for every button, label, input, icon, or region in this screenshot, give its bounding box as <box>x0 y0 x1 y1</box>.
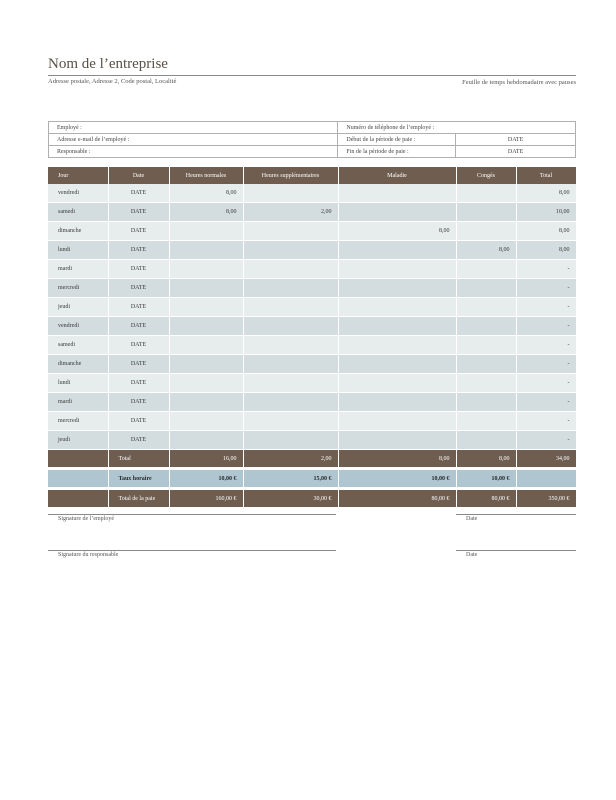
row-date[interactable]: DATE <box>108 412 169 431</box>
employee-field[interactable]: Employé : <box>49 122 338 134</box>
total-label: Total <box>108 450 169 468</box>
row-sick[interactable] <box>338 355 456 374</box>
row-overtime[interactable] <box>243 241 338 260</box>
row-total: 8,00 <box>516 241 576 260</box>
row-date[interactable]: DATE <box>108 279 169 298</box>
rate-label: Taux horaire <box>108 470 169 488</box>
row-overtime[interactable] <box>243 222 338 241</box>
row-day: dimanche <box>48 355 108 374</box>
manager-field[interactable]: Responsable : <box>49 146 338 158</box>
table-row <box>48 431 576 450</box>
row-date[interactable]: DATE <box>108 241 169 260</box>
row-normal-hours[interactable] <box>169 298 243 317</box>
total-row <box>48 450 576 468</box>
row-vacation[interactable] <box>456 317 516 336</box>
period-start-value[interactable]: DATE <box>456 134 576 146</box>
row-total: - <box>516 412 576 431</box>
table-row <box>48 279 576 298</box>
phone-field[interactable]: Numéro de téléphone de l’employé : <box>338 122 576 134</box>
row-normal-hours[interactable] <box>169 393 243 412</box>
row-normal-hours[interactable] <box>169 279 243 298</box>
row-total: 8,00 <box>516 222 576 241</box>
row-total: - <box>516 431 576 450</box>
col-header-sick: Maladie <box>338 167 456 184</box>
table-row <box>48 374 576 393</box>
row-normal-hours[interactable] <box>169 412 243 431</box>
row-day: dimanche <box>48 222 108 241</box>
sheet-title: Feuille de temps hebdomadaire avec pauses <box>462 79 576 86</box>
row-vacation[interactable] <box>456 222 516 241</box>
row-overtime[interactable] <box>243 184 338 203</box>
row-date[interactable]: DATE <box>108 203 169 222</box>
row-day: jeudi <box>48 431 108 450</box>
row-date[interactable]: DATE <box>108 184 169 203</box>
row-overtime[interactable] <box>243 317 338 336</box>
row-day: samedi <box>48 203 108 222</box>
period-end-label: Fin de la période de paie : <box>338 146 456 158</box>
row-vacation[interactable] <box>456 393 516 412</box>
row-vacation[interactable] <box>456 336 516 355</box>
row-total: - <box>516 393 576 412</box>
manager-signature-line[interactable] <box>48 550 336 551</box>
row-overtime[interactable] <box>243 260 338 279</box>
row-total: - <box>516 374 576 393</box>
row-sick[interactable]: 8,00 <box>338 222 456 241</box>
table-row <box>48 393 576 412</box>
table-row <box>48 241 576 260</box>
col-header-vacation: Congés <box>456 167 516 184</box>
row-day: lundi <box>48 374 108 393</box>
pay-row <box>48 490 576 508</box>
rate-sick[interactable]: 10,00 € <box>338 470 456 488</box>
row-total: 8,00 <box>516 184 576 203</box>
row-sick[interactable] <box>338 260 456 279</box>
manager-date-line[interactable] <box>456 550 576 551</box>
row-day: vendredi <box>48 184 108 203</box>
row-overtime[interactable] <box>243 431 338 450</box>
row-day: jeudi <box>48 298 108 317</box>
row-total: - <box>516 279 576 298</box>
row-sick[interactable] <box>338 203 456 222</box>
row-sick[interactable] <box>338 241 456 260</box>
rate-overtime[interactable]: 15,00 € <box>243 470 338 488</box>
pay-total: 350,00 € <box>516 490 576 508</box>
pay-vacation: 80,00 € <box>456 490 516 508</box>
rate-normal[interactable]: 10,00 € <box>169 470 243 488</box>
col-header-day: Jour <box>48 167 108 184</box>
col-header-total: Total <box>516 167 576 184</box>
row-overtime[interactable]: 2,00 <box>243 203 338 222</box>
row-normal-hours[interactable] <box>169 260 243 279</box>
row-overtime[interactable] <box>243 355 338 374</box>
timesheet-table <box>48 167 577 508</box>
row-day: mercredi <box>48 412 108 431</box>
row-vacation[interactable] <box>456 431 516 450</box>
table-header-row <box>48 167 576 184</box>
row-day: mercredi <box>48 279 108 298</box>
row-vacation[interactable] <box>456 412 516 431</box>
total-vacation: 8,00 <box>456 450 516 468</box>
table-row <box>48 184 576 203</box>
col-header-overtime: Heures supplémentaires <box>243 167 338 184</box>
table-row <box>48 355 576 374</box>
row-overtime[interactable] <box>243 393 338 412</box>
row-date[interactable]: DATE <box>108 374 169 393</box>
row-total: - <box>516 298 576 317</box>
table-row <box>48 203 576 222</box>
period-start-label: Début de la période de paie : <box>338 134 456 146</box>
row-overtime[interactable] <box>243 279 338 298</box>
row-total: 10,00 <box>516 203 576 222</box>
row-date[interactable]: DATE <box>108 336 169 355</box>
row-normal-hours[interactable] <box>169 336 243 355</box>
employee-signature-label: Signature de l’employé <box>58 516 114 522</box>
row-normal-hours[interactable] <box>169 317 243 336</box>
row-date[interactable]: DATE <box>108 317 169 336</box>
row-overtime[interactable] <box>243 298 338 317</box>
row-normal-hours[interactable] <box>169 241 243 260</box>
row-day: mardi <box>48 260 108 279</box>
row-sick[interactable] <box>338 298 456 317</box>
pay-overtime: 30,00 € <box>243 490 338 508</box>
col-header-date: Date <box>108 167 169 184</box>
row-vacation[interactable] <box>456 260 516 279</box>
row-day: lundi <box>48 241 108 260</box>
row-total: - <box>516 355 576 374</box>
row-normal-hours[interactable] <box>169 431 243 450</box>
row-sick[interactable] <box>338 412 456 431</box>
col-header-normal-hours: Heures normales <box>169 167 243 184</box>
row-sick[interactable] <box>338 336 456 355</box>
total-total: 34,00 <box>516 450 576 468</box>
company-address: Adresse postale, Adresse 2, Code postal, Localité <box>48 78 177 85</box>
row-vacation[interactable] <box>456 355 516 374</box>
row-date[interactable]: DATE <box>108 260 169 279</box>
row-day: samedi <box>48 336 108 355</box>
rate-row <box>48 470 576 488</box>
pay-sick: 80,00 € <box>338 490 456 508</box>
period-end-value[interactable]: DATE <box>456 146 576 158</box>
row-vacation[interactable] <box>456 298 516 317</box>
row-sick[interactable] <box>338 393 456 412</box>
employee-date-label: Date <box>466 516 478 522</box>
row-vacation[interactable] <box>456 203 516 222</box>
row-overtime[interactable] <box>243 412 338 431</box>
row-normal-hours[interactable]: 8,00 <box>169 184 243 203</box>
row-vacation[interactable] <box>456 184 516 203</box>
pay-normal: 160,00 € <box>169 490 243 508</box>
row-sick[interactable] <box>338 431 456 450</box>
total-sick: 8,00 <box>338 450 456 468</box>
table-row <box>48 222 576 241</box>
email-field[interactable]: Adresse e-mail de l’employé : <box>49 134 338 146</box>
row-sick[interactable] <box>338 374 456 393</box>
row-vacation[interactable]: 8,00 <box>456 241 516 260</box>
row-overtime[interactable] <box>243 374 338 393</box>
row-total: - <box>516 336 576 355</box>
row-normal-hours[interactable] <box>169 355 243 374</box>
header-divider <box>48 75 576 76</box>
row-sick[interactable] <box>338 317 456 336</box>
row-vacation[interactable] <box>456 279 516 298</box>
company-name: Nom de l’entreprise <box>48 56 168 72</box>
table-row <box>48 336 576 355</box>
table-row <box>48 260 576 279</box>
row-normal-hours[interactable]: 8,00 <box>169 203 243 222</box>
row-normal-hours[interactable] <box>169 222 243 241</box>
manager-date-label: Date <box>466 552 478 558</box>
table-row <box>48 317 576 336</box>
row-day: vendredi <box>48 317 108 336</box>
manager-signature-label: Signature du responsable <box>58 552 119 558</box>
row-date[interactable]: DATE <box>108 355 169 374</box>
row-vacation[interactable] <box>456 374 516 393</box>
row-day: mardi <box>48 393 108 412</box>
table-row <box>48 298 576 317</box>
employee-date-line[interactable] <box>456 514 576 515</box>
total-overtime: 2,00 <box>243 450 338 468</box>
row-total: - <box>516 260 576 279</box>
row-sick[interactable] <box>338 184 456 203</box>
row-date[interactable]: DATE <box>108 298 169 317</box>
row-total: - <box>516 317 576 336</box>
total-normal: 16,00 <box>169 450 243 468</box>
row-date[interactable]: DATE <box>108 393 169 412</box>
row-date[interactable]: DATE <box>108 222 169 241</box>
row-normal-hours[interactable] <box>169 374 243 393</box>
table-row <box>48 412 576 431</box>
row-date[interactable]: DATE <box>108 431 169 450</box>
rate-vacation[interactable]: 10,00 € <box>456 470 516 488</box>
employee-info-table <box>48 121 576 158</box>
row-overtime[interactable] <box>243 336 338 355</box>
employee-signature-line[interactable] <box>48 514 336 515</box>
row-sick[interactable] <box>338 279 456 298</box>
pay-label: Total de la paie <box>108 490 169 508</box>
